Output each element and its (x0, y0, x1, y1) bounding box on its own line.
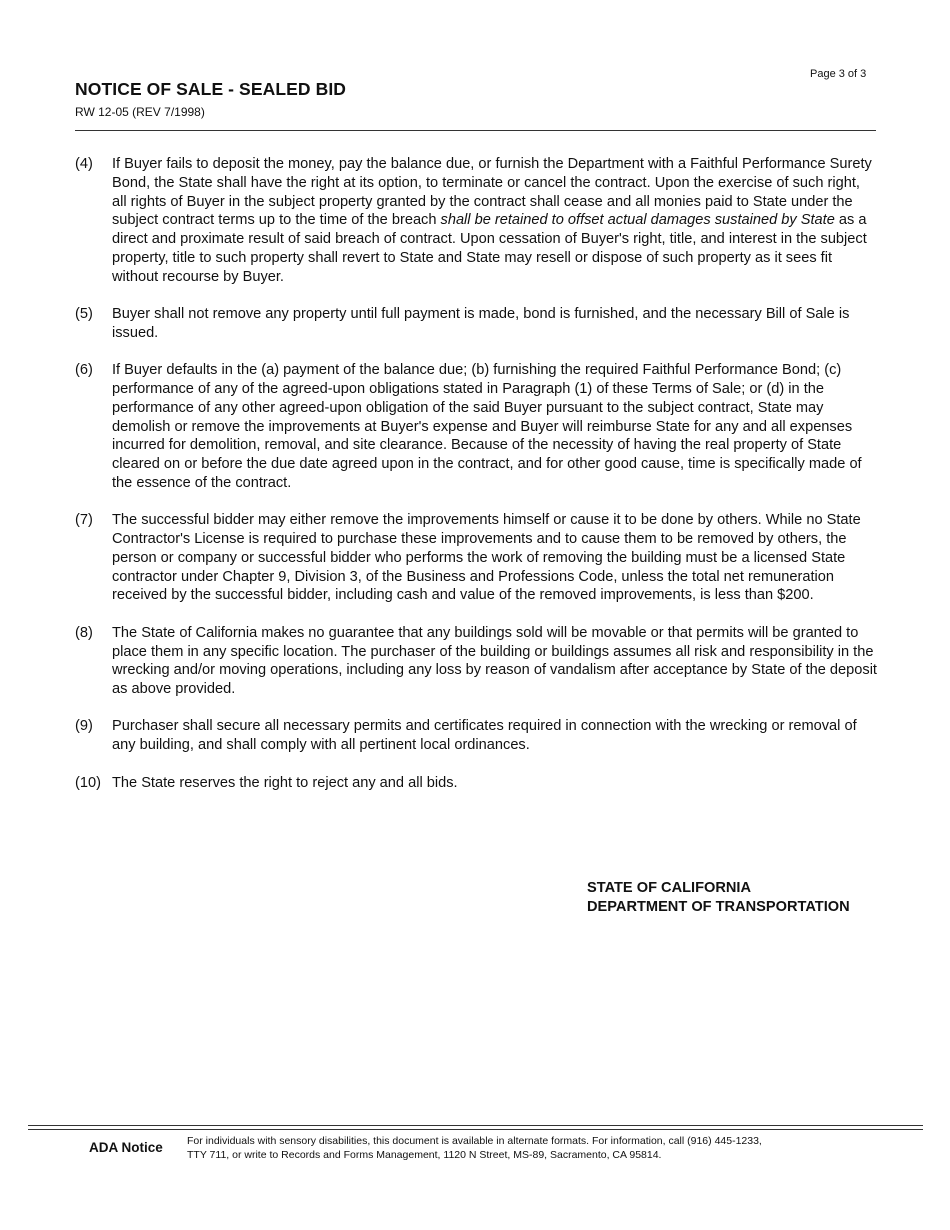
term-number: (5) (75, 306, 93, 323)
signature-department: DEPARTMENT OF TRANSPORTATION (587, 899, 850, 915)
footer-divider (28, 1125, 923, 1126)
form-code: RW 12-05 (REV 7/1998) (75, 105, 205, 119)
term-number: (7) (75, 512, 93, 529)
footer-divider (28, 1129, 923, 1130)
term-text: The successful bidder may either remove the improvements himself or cause it to be done by others. While no State Contractor's License is required to purchase these improvements and to cause them to be removed by others, the person or company or successful bidder who performs the work of removing the building must be a licensed State contractor under Chapter 9, Division 3, of the Business and Professions Code, unless the total net remuneration received by the successful bidder, including cash and value of the removed improvements, is less than $200. (112, 512, 861, 604)
header-divider (75, 130, 876, 131)
term-number: (9) (75, 718, 93, 735)
term-item (75, 511, 877, 605)
term-item (75, 774, 877, 793)
page-number: Page 3 of 3 (810, 68, 867, 80)
term-item (75, 361, 877, 493)
term-number: (8) (75, 624, 93, 641)
ada-notice-line: TTY 711, or write to Records and Forms Management, 1120 N Street, MS-89, Sacramento, CA 95814. (187, 1149, 662, 1161)
signature-state: STATE OF CALIFORNIA (587, 880, 752, 896)
term-item (75, 717, 877, 755)
term-text-italic: shall be retained to offset actual damages sustained by State (440, 212, 835, 229)
term-text (112, 155, 877, 287)
terms-list (75, 155, 877, 811)
term-number: (4) (75, 156, 93, 172)
ada-notice-text (187, 1134, 827, 1162)
term-text-part: as a direct and proximate result of said breach of contract. Upon cessation of Buyer's right, title, and interest in the subject property, title to such property shall revert to State and State may resell or dispose of such property as it sees fit without recourse by Buyer. (112, 212, 867, 285)
document-title: NOTICE OF SALE - SEALED BID (75, 79, 347, 99)
term-item (75, 155, 877, 287)
ada-notice-line: For individuals with sensory disabilities, this document is available in alternate formats. For information, call (916) 445-1233, (187, 1135, 762, 1147)
signature-block (587, 879, 850, 917)
ada-notice-label: ADA Notice (89, 1140, 163, 1155)
term-text-part: If Buyer fails to deposit the money, pay the balance due, or furnish the Department with a Faithful Performance Surety Bond, the State shall have the right at its option, to terminate or cancel the contract. Upon the exercise of such right, all rights of Buyer in the subject property granted by the contract shall cease and all monies paid to State under the subject contract terms up to the time of the breach (112, 156, 872, 229)
term-item (75, 305, 877, 343)
term-text: The State of California makes no guarantee that any buildings sold will be movable or that permits will be granted to place them in any specific location. The purchaser of the building or buildings assumes all risk and responsibility in the wrecking and/or moving operations, including any loss by reason of vandalism after acceptance by State of the deposit as above provided. (112, 624, 877, 698)
term-text: Purchaser shall secure all necessary permits and certificates required in connection with the wrecking or removal of any building, and shall comply with all pertinent local ordinances. (112, 718, 857, 754)
term-number: (6) (75, 362, 93, 379)
term-number: (10) (75, 774, 101, 791)
term-text: If Buyer defaults in the (a) payment of the balance due; (b) furnishing the required Faithful Performance Bond; (c) performance of any of the agreed-upon obligations stated in Paragraph (1) of these Terms of Sale; or (d) in the performance of any other agreed-upon obligation of the said Buyer pursuant to the subject contract, State may demolish or remove the improvements at Buyer's expense and Buyer will reimburse State for any and all expenses incurred for demolition, removal, and site clearance. Because of the necessity of having the real property of State cleared on or before the due date agreed upon in the contract, and for other good cause, time is specifically made of the essence of the contract. (112, 362, 862, 491)
term-text: Buyer shall not remove any property until full payment is made, bond is furnished, and the necessary Bill of Sale is issued. (112, 306, 850, 341)
term-item (75, 624, 877, 699)
term-text: The State reserves the right to reject any and all bids. (112, 774, 458, 791)
